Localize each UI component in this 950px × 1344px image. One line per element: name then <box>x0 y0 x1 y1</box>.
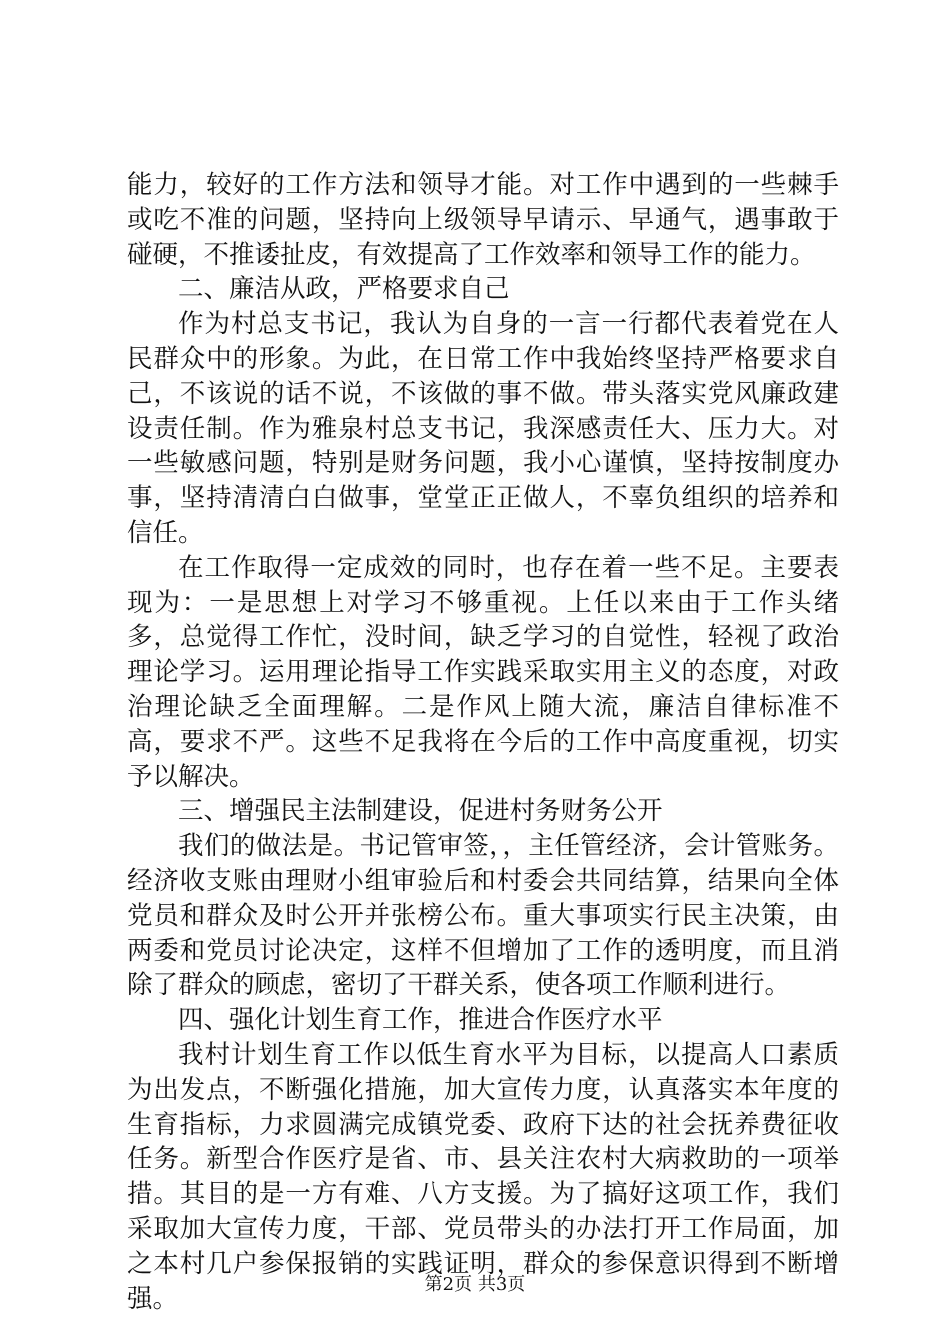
paragraph-continuation: 能力，较好的工作方法和领导才能。对工作中遇到的一些棘手或吃不准的问题，坚持向上级领导早请示、早通气，遇事敢于碰硬，不推诿扯皮，有效提高了工作效率和领导工作的能力。 <box>127 170 839 270</box>
page-number: 第2页 共3页 <box>424 1274 526 1295</box>
page-footer <box>0 1270 950 1296</box>
paragraph-family-planning: 我村计划生育工作以低生育水平为目标，以提高人口素质为出发点，不断强化措施，加大宣传力度，认真落实本年度的生育指标，力求圆满完成镇党委、政府下达的社会抚养费征收任务。新型合作医疗是省、市、县关注农村大病救助的一项举措。其目的是一方有难、八方支援。为了搞好这项工作，我们采取加大宣传力度，干部、党员带头的办法打开工作局面，加之本村几户参保报销的实践证明，群众的参保意识得到不断增强。 <box>127 1039 839 1314</box>
paragraph-shortcomings: 在工作取得一定成效的同时，也存在着一些不足。主要表现为：一是思想上对学习不够重视。上任以来由于工作头绪多，总觉得工作忙，没时间，缺乏学习的自觉性，轻视了政治理论学习。运用理论指导工作实践采取实用主义的态度，对政治理论缺乏全面理解。二是作风上随大流，廉洁自律标准不高，要求不严。这些不足我将在今后的工作中高度重视，切实予以解决。 <box>127 552 839 792</box>
section-heading-2: 二、廉洁从政，严格要求自己 <box>178 274 510 305</box>
paragraph-integrity: 作为村总支书记，我认为自身的一言一行都代表着党在人民群众中的形象。为此，在日常工作中我始终坚持严格要求自己，不该说的话不说，不该做的事不做。带头落实党风廉政建设责任制。作为雅泉村总支书记，我深感责任大、压力大。对一些敏感问题，特别是财务问题，我小心谨慎，坚持按制度办事，坚持清清白白做事，堂堂正正做人，不辜负组织的培养和信任。 <box>127 309 839 548</box>
section-heading-4: 四、强化计划生育工作，推进合作医疗水平 <box>178 1005 663 1036</box>
document-body <box>127 168 839 1316</box>
paragraph-village-affairs: 我们的做法是。书记管审签，，主任管经济，会计管账务。经济收支账由理财小组审验后和村委会共同结算，结果向全体党员和群众及时公开并张榜公布。重大事项实行民主决策，由两委和党员讨论决定，这样不但增加了工作的透明度，而且消除了群众的顾虑，密切了干群关系，使各项工作顺利进行。 <box>127 831 839 1001</box>
section-heading-3: 三、增强民主法制建设，促进村务财务公开 <box>178 796 663 827</box>
